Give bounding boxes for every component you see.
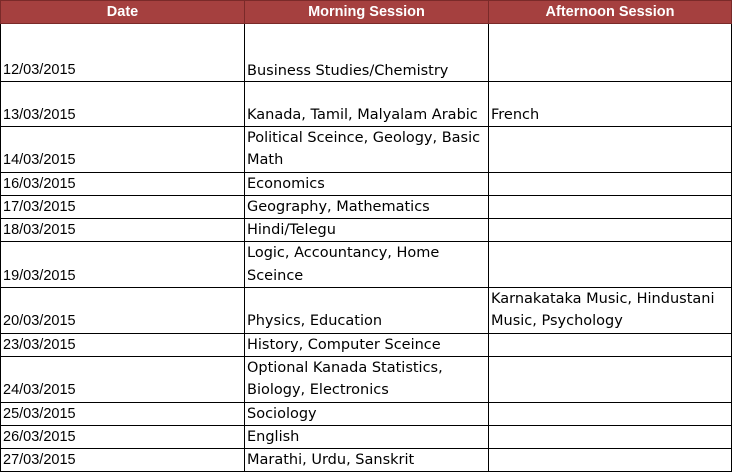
date-column-header: Date <box>1 1 245 24</box>
afternoon-cell <box>489 425 732 448</box>
date-cell: 16/03/2015 <box>1 172 245 195</box>
afternoon-cell <box>489 195 732 218</box>
afternoon-cell <box>489 219 732 242</box>
table-row <box>1 195 732 218</box>
morning-cell: English <box>245 425 489 448</box>
afternoon-cell: French <box>489 82 732 127</box>
afternoon-cell: Karnakataka Music, Hindustani Music, Psychology <box>489 288 732 334</box>
table-row <box>1 219 732 242</box>
date-cell: 19/03/2015 <box>1 242 245 288</box>
date-cell: 12/03/2015 <box>1 24 245 82</box>
afternoon-cell <box>489 172 732 195</box>
morning-cell: History, Computer Sceince <box>245 333 489 356</box>
header-row <box>1 1 732 24</box>
morning-cell: Kanada, Tamil, Malyalam Arabic <box>245 82 489 127</box>
date-cell: 24/03/2015 <box>1 356 245 402</box>
date-cell: 14/03/2015 <box>1 127 245 173</box>
date-cell: 25/03/2015 <box>1 402 245 425</box>
afternoon-cell <box>489 333 732 356</box>
table-row <box>1 356 732 402</box>
morning-cell: Hindi/Telegu <box>245 219 489 242</box>
afternoon-cell <box>489 24 732 82</box>
morning-cell: Geography, Mathematics <box>245 195 489 218</box>
table-row <box>1 242 732 288</box>
afternoon-column-header: Afternoon Session <box>489 1 732 24</box>
afternoon-cell <box>489 449 732 472</box>
afternoon-cell <box>489 242 732 288</box>
table-row <box>1 402 732 425</box>
morning-cell: Marathi, Urdu, Sanskrit <box>245 449 489 472</box>
morning-cell: Sociology <box>245 402 489 425</box>
afternoon-cell <box>489 356 732 402</box>
table-row <box>1 172 732 195</box>
morning-cell: Physics, Education <box>245 288 489 334</box>
morning-cell: Logic, Accountancy, Home Sceince <box>245 242 489 288</box>
date-cell: 20/03/2015 <box>1 288 245 334</box>
afternoon-cell <box>489 402 732 425</box>
morning-cell: Business Studies/Chemistry <box>245 24 489 82</box>
date-cell: 23/03/2015 <box>1 333 245 356</box>
date-cell: 17/03/2015 <box>1 195 245 218</box>
table-row <box>1 288 732 334</box>
date-cell: 13/03/2015 <box>1 82 245 127</box>
table-row <box>1 24 732 82</box>
morning-column-header: Morning Session <box>245 1 489 24</box>
date-cell: 26/03/2015 <box>1 425 245 448</box>
table-row <box>1 425 732 448</box>
table-row <box>1 82 732 127</box>
table-row <box>1 333 732 356</box>
table-row <box>1 449 732 472</box>
date-cell: 18/03/2015 <box>1 219 245 242</box>
afternoon-cell <box>489 127 732 173</box>
morning-cell: Optional Kanada Statistics, Biology, Electronics <box>245 356 489 402</box>
morning-cell: Economics <box>245 172 489 195</box>
table-row <box>1 127 732 173</box>
morning-cell: Political Sceince, Geology, Basic Math <box>245 127 489 173</box>
date-cell: 27/03/2015 <box>1 449 245 472</box>
